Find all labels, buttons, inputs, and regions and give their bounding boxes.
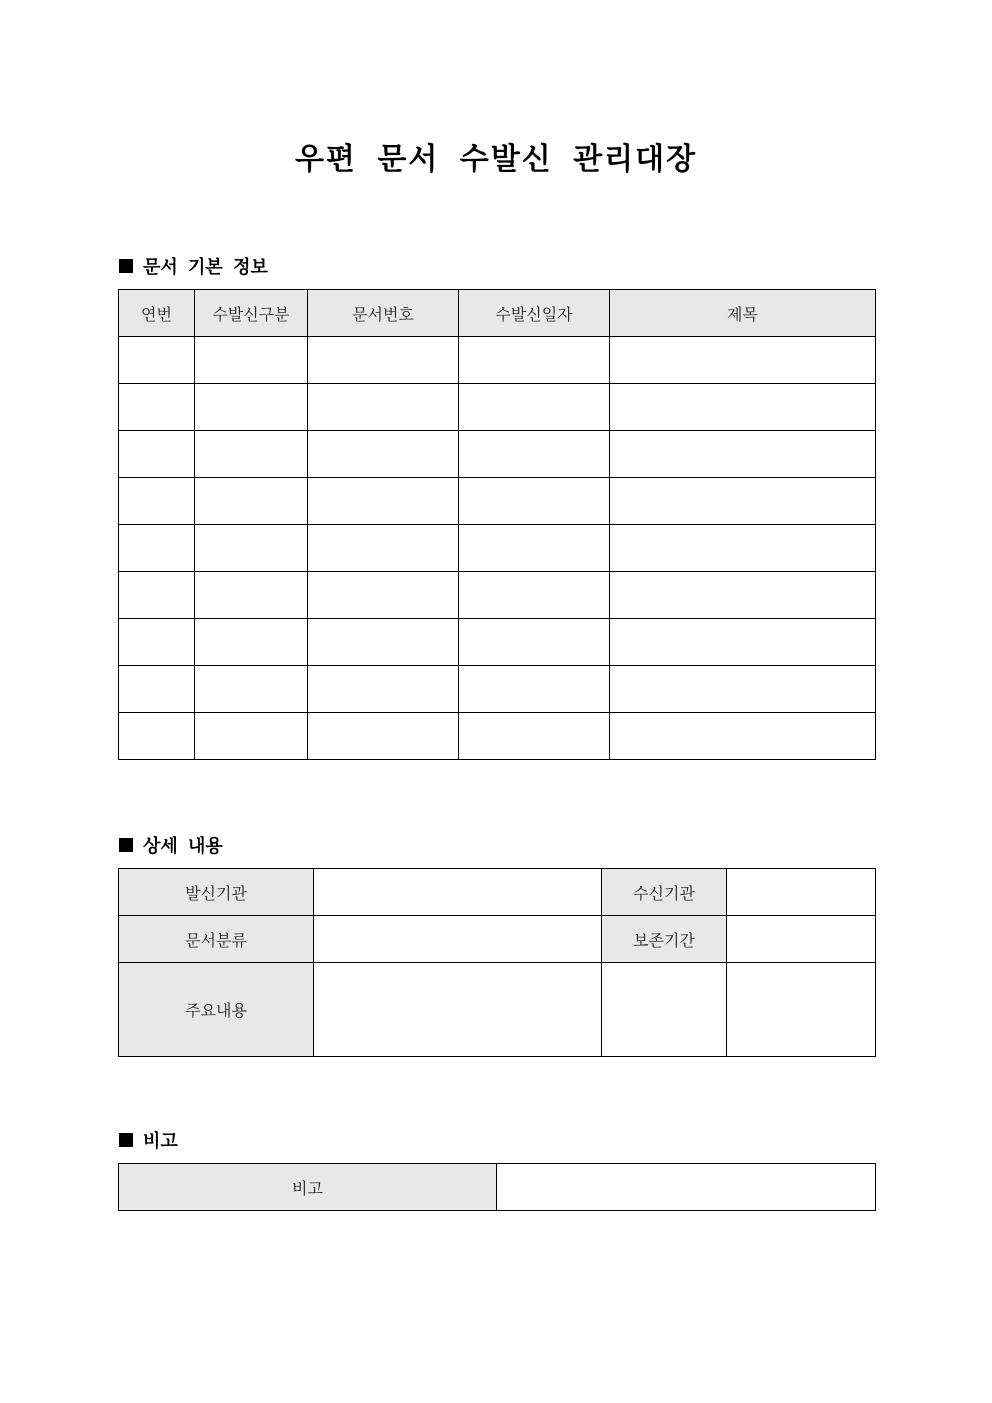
column-header-doc-number: 문서번호 — [308, 290, 459, 337]
cell-serial[interactable] — [119, 713, 195, 760]
cell-doc-number[interactable] — [308, 337, 459, 384]
cell-date[interactable] — [459, 619, 610, 666]
black-square-icon — [119, 1133, 133, 1147]
details-row-category — [119, 916, 876, 963]
section-heading-label: 상세 내용 — [143, 836, 223, 857]
table-row — [119, 525, 876, 572]
cell-direction[interactable] — [195, 666, 308, 713]
cell-direction[interactable] — [195, 337, 308, 384]
cell-subject[interactable] — [610, 478, 876, 525]
cell-direction[interactable] — [195, 431, 308, 478]
cell-doc-number[interactable] — [308, 572, 459, 619]
cell-subject[interactable] — [610, 337, 876, 384]
column-header-subject: 제목 — [610, 290, 876, 337]
table-header-row — [119, 290, 876, 337]
table-row — [119, 572, 876, 619]
cell-subject[interactable] — [610, 525, 876, 572]
cell-direction[interactable] — [195, 384, 308, 431]
cell-serial[interactable] — [119, 666, 195, 713]
details-row-orgs — [119, 869, 876, 916]
table-row — [119, 619, 876, 666]
cell-direction[interactable] — [195, 713, 308, 760]
table-row — [119, 384, 876, 431]
cell-subject[interactable] — [610, 384, 876, 431]
cell-subject[interactable] — [610, 713, 876, 760]
black-square-icon — [119, 838, 133, 852]
column-header-date: 수발신일자 — [459, 290, 610, 337]
details-row-content — [119, 963, 876, 1057]
section-heading-remarks — [119, 1127, 178, 1153]
empty-cell[interactable] — [727, 963, 876, 1057]
cell-subject[interactable] — [610, 572, 876, 619]
cell-date[interactable] — [459, 525, 610, 572]
empty-cell[interactable] — [602, 963, 727, 1057]
column-header-direction: 수발신구분 — [195, 290, 308, 337]
cell-direction[interactable] — [195, 572, 308, 619]
table-row — [119, 713, 876, 760]
value-doc-category[interactable] — [314, 916, 602, 963]
section-heading-label: 비고 — [143, 1131, 178, 1152]
label-remarks: 비고 — [119, 1164, 497, 1211]
black-square-icon — [119, 259, 133, 273]
cell-subject[interactable] — [610, 619, 876, 666]
cell-date[interactable] — [459, 478, 610, 525]
cell-doc-number[interactable] — [308, 525, 459, 572]
cell-date[interactable] — [459, 337, 610, 384]
details-table — [118, 868, 876, 1057]
section-heading-details — [119, 832, 223, 858]
cell-serial[interactable] — [119, 337, 195, 384]
cell-date[interactable] — [459, 572, 610, 619]
table-row — [119, 666, 876, 713]
cell-serial[interactable] — [119, 619, 195, 666]
table-row — [119, 337, 876, 384]
document-title: 우편 문서 수발신 관리대장 — [294, 142, 698, 177]
table-row — [119, 478, 876, 525]
cell-doc-number[interactable] — [308, 666, 459, 713]
basic-info-table — [118, 289, 876, 760]
cell-serial[interactable] — [119, 525, 195, 572]
cell-doc-number[interactable] — [308, 619, 459, 666]
label-receiver-org: 수신기관 — [602, 869, 727, 916]
cell-date[interactable] — [459, 431, 610, 478]
section-heading-basic-info — [119, 253, 268, 279]
section-heading-label: 문서 기본 정보 — [143, 257, 268, 278]
cell-direction[interactable] — [195, 525, 308, 572]
value-remarks[interactable] — [497, 1164, 876, 1211]
cell-serial[interactable] — [119, 478, 195, 525]
cell-date[interactable] — [459, 666, 610, 713]
cell-doc-number[interactable] — [308, 431, 459, 478]
cell-direction[interactable] — [195, 478, 308, 525]
cell-doc-number[interactable] — [308, 384, 459, 431]
value-sender-org[interactable] — [314, 869, 602, 916]
cell-date[interactable] — [459, 713, 610, 760]
cell-serial[interactable] — [119, 431, 195, 478]
cell-serial[interactable] — [119, 384, 195, 431]
cell-doc-number[interactable] — [308, 713, 459, 760]
cell-direction[interactable] — [195, 619, 308, 666]
value-retention-period[interactable] — [727, 916, 876, 963]
cell-doc-number[interactable] — [308, 478, 459, 525]
label-retention-period: 보존기간 — [602, 916, 727, 963]
column-header-serial: 연번 — [119, 290, 195, 337]
cell-date[interactable] — [459, 384, 610, 431]
value-main-content[interactable] — [314, 963, 602, 1057]
value-receiver-org[interactable] — [727, 869, 876, 916]
cell-subject[interactable] — [610, 431, 876, 478]
table-row — [119, 431, 876, 478]
remarks-table — [118, 1163, 876, 1211]
label-doc-category: 문서분류 — [119, 916, 314, 963]
label-main-content: 주요내용 — [119, 963, 314, 1057]
remarks-row — [119, 1164, 876, 1211]
label-sender-org: 발신기관 — [119, 869, 314, 916]
cell-serial[interactable] — [119, 572, 195, 619]
cell-subject[interactable] — [610, 666, 876, 713]
